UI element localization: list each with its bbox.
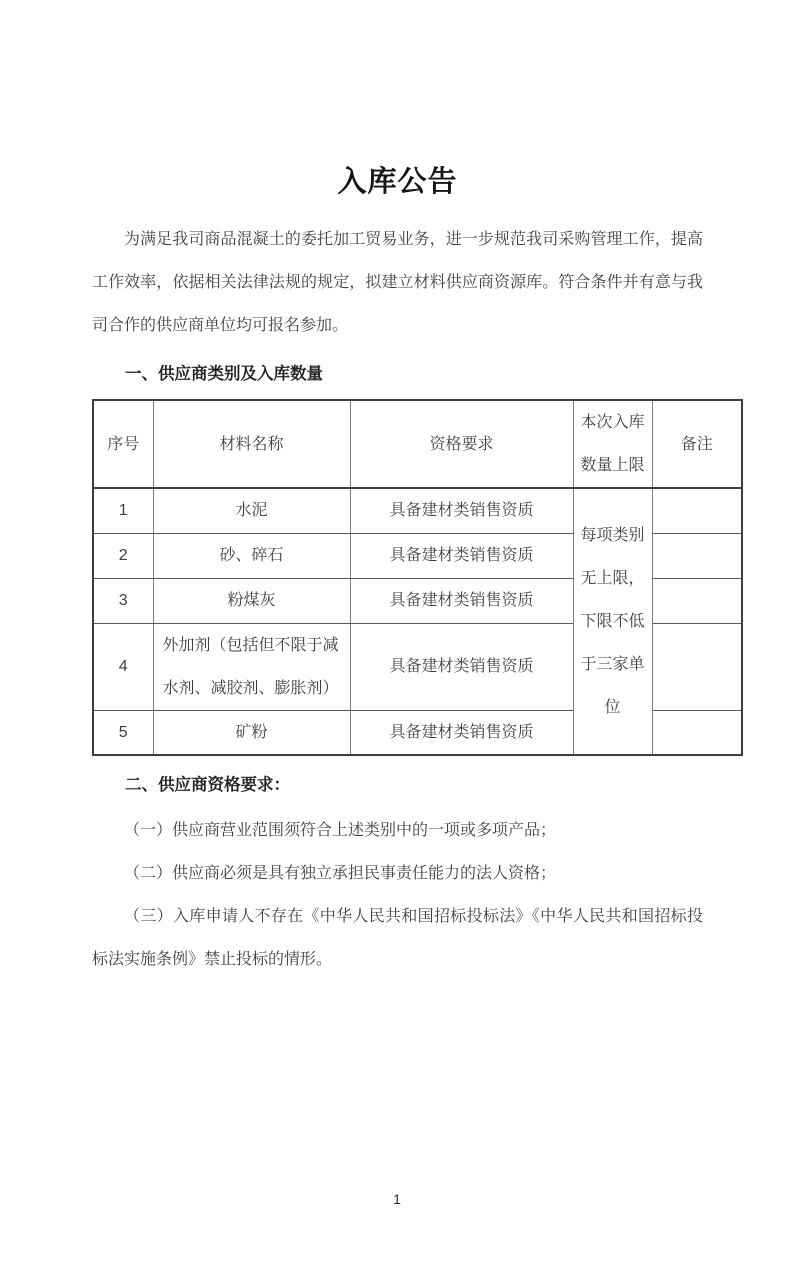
cell-material: 矿粉 <box>153 710 350 755</box>
cell-qualification: 具备建材类销售资质 <box>350 623 573 710</box>
page-number: 1 <box>393 1191 401 1207</box>
cell-qualification: 具备建材类销售资质 <box>350 488 573 533</box>
document-page <box>0 165 794 1273</box>
header-cell-quantity-limit: 本次入库数量上限 <box>573 400 652 488</box>
table-row <box>93 488 742 533</box>
quantity-limit-merged-cell: 每项类别无上限，下限不低于三家单位 <box>573 488 652 755</box>
cell-material: 粉煤灰 <box>153 578 350 623</box>
cell-material: 水泥 <box>153 488 350 533</box>
cell-no: 3 <box>93 578 153 623</box>
header-cell-material: 材料名称 <box>153 400 350 488</box>
supplier-category-table <box>92 399 743 756</box>
requirement-item: （一）供应商营业范围须符合上述类别中的一项或多项产品； <box>124 821 557 839</box>
cell-no: 5 <box>93 710 153 755</box>
cell-remark <box>652 710 742 755</box>
cell-material: 外加剂（包括但不限于减水剂、减胶剂、膨胀剂） <box>153 623 350 710</box>
cell-remark <box>652 623 742 710</box>
header-cell-remark: 备注 <box>652 400 742 488</box>
table-header-row <box>93 400 742 488</box>
section2-heading: 二、供应商资格要求： <box>125 775 290 794</box>
requirement-item: （三）入库申请人不存在《中华人民共和国招标投标法》《中华人民共和国招标投标法实施条例》禁止投标的情形。 <box>92 907 703 968</box>
header-cell-index: 序号 <box>93 400 153 488</box>
intro-paragraph: 为满足我司商品混凝土的委托加工贸易业务，进一步规范我司采购管理工作，提高工作效率，依据相关法律法规的规定，拟建立材料供应商资源库。符合条件并有意与我司合作的供应商单位均可报名参加。 <box>92 231 703 334</box>
requirement-item: （二）供应商必须是具有独立承担民事责任能力的法人资格； <box>124 864 557 882</box>
cell-no: 4 <box>93 623 153 710</box>
cell-no: 2 <box>93 533 153 578</box>
requirements-list <box>92 809 703 981</box>
cell-remark <box>652 488 742 533</box>
cell-remark <box>652 578 742 623</box>
cell-qualification: 具备建材类销售资质 <box>350 578 573 623</box>
section1-heading: 一、供应商类别及入库数量 <box>125 365 323 383</box>
cell-qualification: 具备建材类销售资质 <box>350 710 573 755</box>
page-title: 入库公告 <box>337 166 458 198</box>
cell-qualification: 具备建材类销售资质 <box>350 533 573 578</box>
header-cell-qualification: 资格要求 <box>350 400 573 488</box>
cell-material: 砂、碎石 <box>153 533 350 578</box>
cell-no: 1 <box>93 488 153 533</box>
cell-remark <box>652 533 742 578</box>
